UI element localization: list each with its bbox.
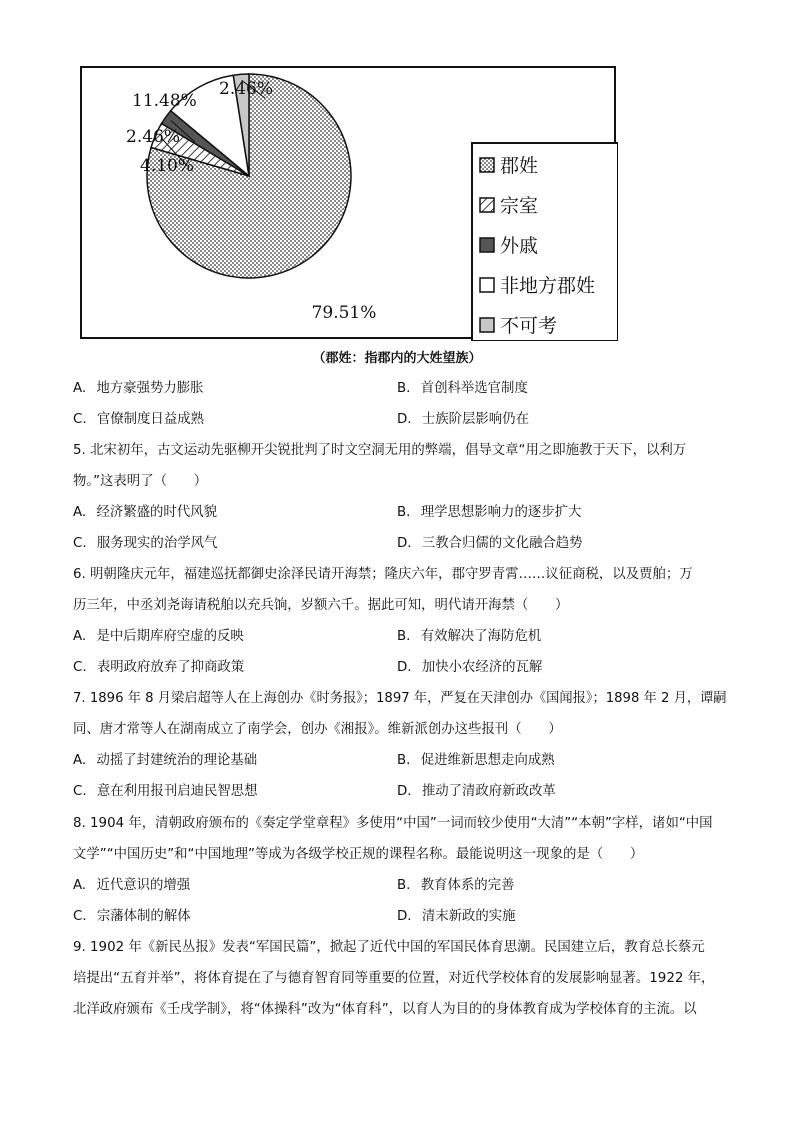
q5-option-b <box>397 504 581 522</box>
option-text: 宗藩体制的解体 <box>96 909 191 924</box>
option-text: 促进维新思想走向成熟 <box>420 753 555 768</box>
option-label: A. <box>73 381 87 396</box>
option-label: A. <box>73 878 87 893</box>
chart-caption: （郡姓：指郡内的大姓望族） <box>312 351 482 366</box>
q5-option-c <box>73 535 217 553</box>
legend-label-4: 不可考 <box>500 315 558 337</box>
q6-option-c <box>73 659 244 677</box>
q4-option-b <box>397 380 528 398</box>
value-label-3: 11.48% <box>132 91 197 111</box>
legend-swatch-4 <box>480 318 494 332</box>
option-text: 表明政府放弃了抑商政策 <box>96 660 245 675</box>
option-label: B. <box>397 505 411 520</box>
option-text: 清末新政的实施 <box>421 909 516 924</box>
option-label: D. <box>397 536 412 551</box>
q6-option-b <box>397 628 541 646</box>
option-text: 地方豪强势力膨胀 <box>96 381 204 396</box>
option-text: 近代意识的增强 <box>96 878 191 893</box>
q7-option-a <box>73 752 257 770</box>
q8-option-d <box>397 908 516 926</box>
option-text: 经济繁盛的时代风貌 <box>96 505 217 520</box>
value-label-0: 79.51% <box>311 303 377 323</box>
option-label: D. <box>397 660 412 675</box>
value-label-4: 2.46% <box>219 79 274 99</box>
q8-stem-line-2: 文学”“中国历史”和“中国地理”等成为各级学校正规的课程名称。最能说明这一现象的是（ ） <box>73 847 644 862</box>
q5-stem-line-1: 5. 北宋初年，古文运动先驱柳开尖锐批判了时文空洞无用的弊端，倡导文章“用之即施教于天下，以利万 <box>73 443 687 458</box>
q7-stem-line-1: 7. 1896 年 8 月梁启超等人在上海创办《时务报》；1897 年，严复在天津创办《国闻报》；1898 年 2 月，谭嗣 <box>73 691 727 706</box>
option-text: 是中后期库府空虚的反映 <box>96 629 244 644</box>
pie-chart-frame <box>80 66 616 339</box>
q9-stem-line-2: 培提出“五育并举”，将体育提在了与德育智育同等重要的位置，对近代学校体育的发展影响显著。1922 年， <box>73 971 715 986</box>
q7-stem-line-2: 同、唐才常等人在湖南成立了南学会，创办《湘报》。维新派创办这些报刊（ ） <box>73 722 562 737</box>
option-label: A. <box>73 505 87 520</box>
option-label: C. <box>73 660 87 675</box>
option-label: B. <box>397 878 411 893</box>
q6-option-a <box>73 628 244 646</box>
option-text: 动摇了封建统治的理论基础 <box>96 753 258 768</box>
q5-stem-line-2: 物。”这表明了（ ） <box>73 474 208 489</box>
option-label: C. <box>73 412 87 427</box>
q5-option-d <box>397 535 583 553</box>
q7-option-b <box>397 752 555 770</box>
q7-option-c <box>73 783 258 801</box>
q9-stem-line-3: 北洋政府颁布《壬戌学制》，将“体操科”改为“体育科”，以育人为目的的身体教育成为学校体育的主流。以 <box>73 1002 697 1017</box>
option-label: C. <box>73 909 87 924</box>
option-text: 服务现实的治学风气 <box>96 536 218 551</box>
option-text: 有效解决了海防危机 <box>420 629 542 644</box>
legend-label-2: 外戚 <box>500 235 539 257</box>
option-label: D. <box>397 784 412 799</box>
legend-label-0: 郡姓 <box>500 155 539 177</box>
value-label-2: 2.46% <box>126 127 181 147</box>
q8-option-b <box>397 877 514 895</box>
option-label: D. <box>397 412 412 427</box>
option-text: 官僚制度日益成熟 <box>96 412 204 427</box>
option-text: 推动了清政府新政改革 <box>421 784 556 799</box>
option-text: 理学思想影响力的逐步扩大 <box>420 505 582 520</box>
option-text: 三教合归儒的文化融合趋势 <box>421 536 583 551</box>
option-label: B. <box>397 381 411 396</box>
q6-option-d <box>397 659 542 677</box>
q8-stem-line-1: 8. 1904 年，清朝政府颁布的《奏定学堂章程》多使用“中国”一词而较少使用“大清”“本朝”字样，诸如“中国 <box>73 816 713 831</box>
option-text: 教育体系的完善 <box>420 878 515 893</box>
legend-swatch-1 <box>480 198 494 212</box>
q4-option-a <box>73 380 204 398</box>
option-label: A. <box>73 753 87 768</box>
legend-swatch-3 <box>480 278 494 292</box>
option-text: 士族阶层影响仍在 <box>421 412 529 427</box>
option-label: B. <box>397 629 411 644</box>
option-label: B. <box>397 753 411 768</box>
q6-stem-line-1: 6. 明朝隆庆元年，福建巡抚都御史涂泽民请开海禁；隆庆六年，郡守罗青霄……议征商税，以及贾舶；万 <box>73 567 693 582</box>
q9-stem-line-1: 9. 1902 年《新民丛报》发表“军国民篇”，掀起了近代中国的军国民体育思潮。民国建立后，教育总长蔡元 <box>73 940 705 955</box>
legend-label-1: 宗室 <box>500 195 539 217</box>
value-label-1: 4.10% <box>140 156 195 176</box>
pie-chart <box>82 68 618 341</box>
q4-option-d <box>397 411 529 429</box>
option-label: C. <box>73 536 87 551</box>
option-label: C. <box>73 784 87 799</box>
q6-stem-line-2: 历三年，中丞刘尧诲请税舶以充兵饷，岁额六千。据此可知，明代请开海禁（ ） <box>73 598 569 613</box>
legend-swatch-2 <box>480 238 494 252</box>
option-label: A. <box>73 629 87 644</box>
option-text: 意在利用报刊启迪民智思想 <box>96 784 258 799</box>
q8-option-a <box>73 877 190 895</box>
option-label: D. <box>397 909 412 924</box>
option-text: 加快小农经济的瓦解 <box>421 660 543 675</box>
q8-option-c <box>73 908 191 926</box>
q5-option-a <box>73 504 217 522</box>
option-text: 首创科举选官制度 <box>420 381 528 396</box>
q7-option-d <box>397 783 556 801</box>
q4-option-c <box>73 411 204 429</box>
legend-label-3: 非地方郡姓 <box>500 275 596 297</box>
legend-swatch-0 <box>480 158 494 172</box>
